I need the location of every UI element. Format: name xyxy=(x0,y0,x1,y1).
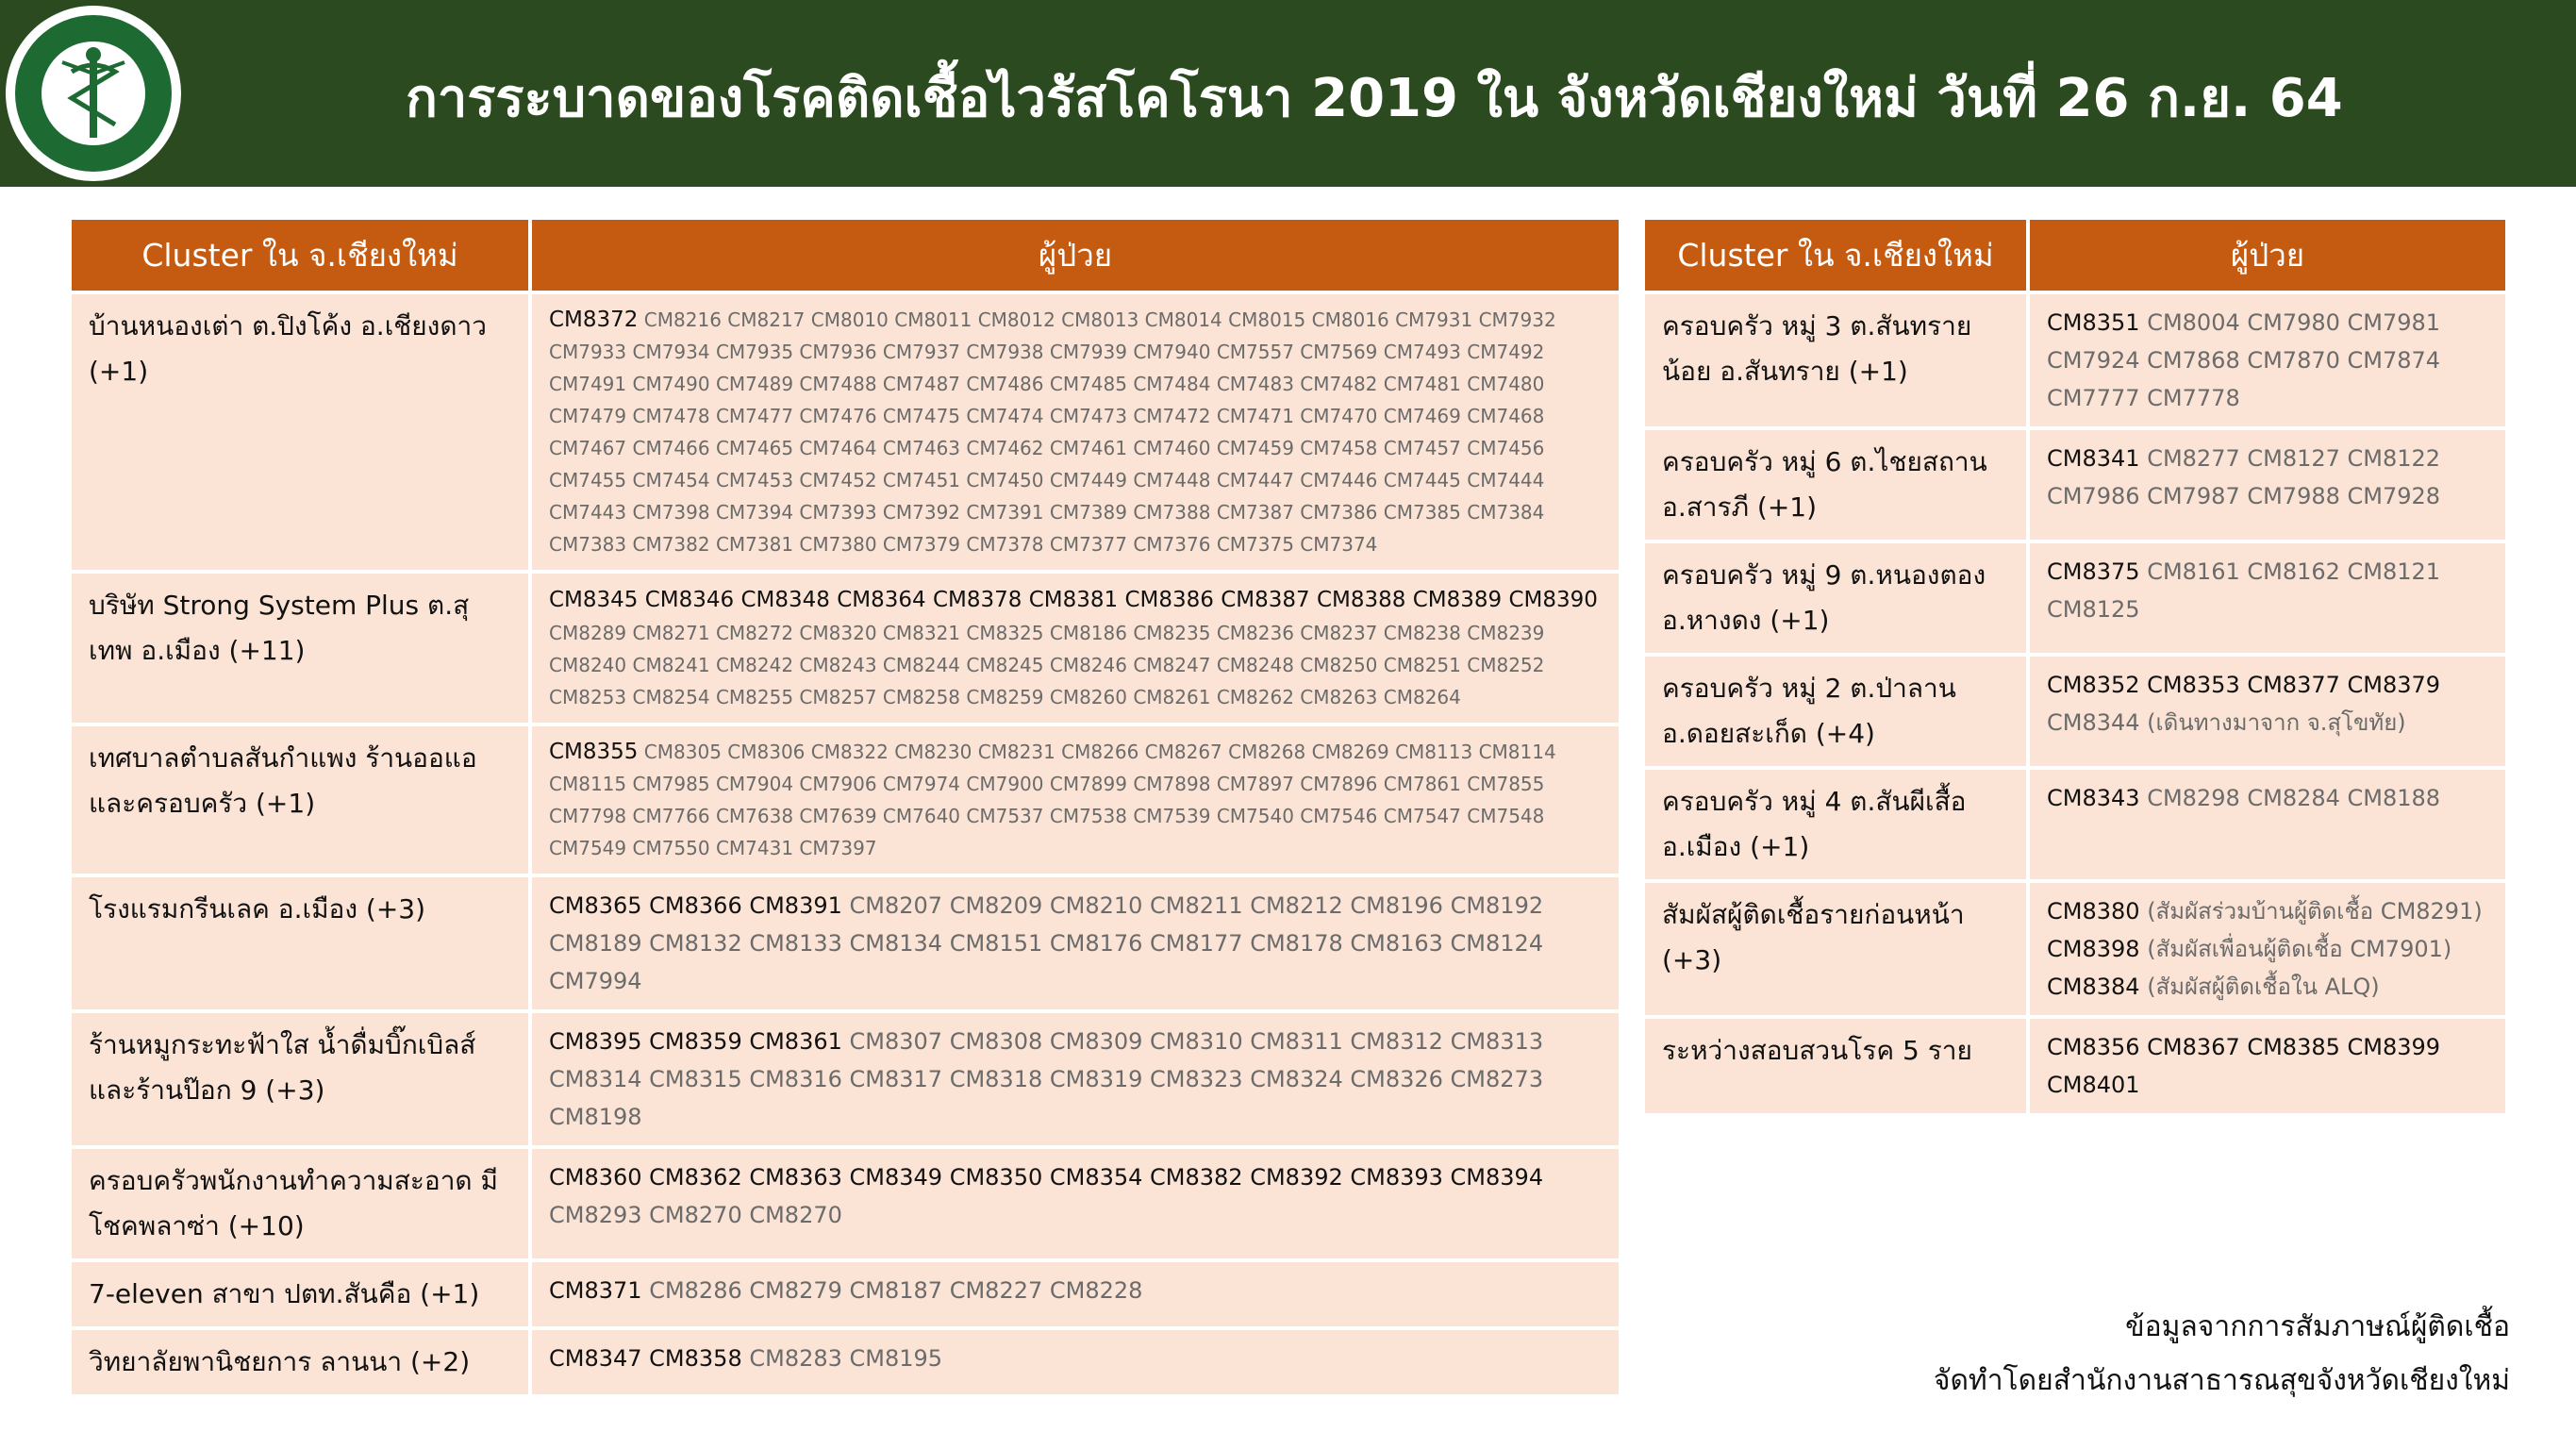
right-header-cluster: Cluster ใน จ.เชียงใหม่ xyxy=(1645,220,2026,291)
patient-list xyxy=(528,1262,1619,1326)
cluster-name: ระหว่างสอบสวนโรค 5 ราย xyxy=(1645,1019,2026,1113)
page-title: การระบาดของโรคติดเชื้อไวรัสโคโรนา 2019 ใน จังหวัดเชียงใหม่ วันที่ 26 ก.ย. 64 xyxy=(406,68,2343,129)
contact-note: (สัมผัสเพื่อนผู้ติดเชื้อ CM7901) xyxy=(2147,936,2452,962)
previous-patient-ids: CM8289 CM8271 CM8272 CM8320 CM8321 CM8325 CM8186 CM8235 CM8236 CM8237 CM8238 CM8239 CM8240 CM8241 CM8242 CM8243 CM8244 CM8245 CM8246 CM8247 CM8248 CM8250 CM8251 CM8252 CM8253 CM8254 CM8255 CM8257 CM8258 CM8259 CM8260 CM8261 CM8262 CM8263 CM8264 xyxy=(549,622,1545,708)
table-row xyxy=(72,1149,1619,1258)
cluster-name: ครอบครัว หมู่ 3 ต.สันทรายน้อย อ.สันทราย (+1) xyxy=(1645,294,2026,426)
cluster-name: สัมผัสผู้ติดเชื้อรายก่อนหน้า (+3) xyxy=(1645,883,2026,1015)
new-patient-ids: CM8372 xyxy=(549,308,639,332)
table-row xyxy=(72,1330,1619,1394)
patient-list xyxy=(2026,657,2505,766)
contact-note: (สัมผัสร่วมบ้านผู้ติดเชื้อ CM8291) xyxy=(2147,898,2483,924)
header-bar xyxy=(0,0,2576,187)
patient-list xyxy=(2026,770,2505,879)
new-patient-ids: CM8351 xyxy=(2047,309,2140,336)
new-patient-ids: CM8375 xyxy=(2047,558,2140,585)
previous-patient-ids: CM8283 CM8195 xyxy=(749,1345,943,1372)
previous-patient-ids: CM8344 (เดินทางมาจาก จ.สุโขทัย) xyxy=(2047,709,2406,736)
new-patient-ids: CM8360 CM8362 CM8363 CM8349 CM8350 CM8354 CM8382 CM8392 CM8393 CM8394 xyxy=(549,1164,1544,1191)
ministry-logo-icon xyxy=(6,6,181,181)
contact-line xyxy=(2047,930,2488,968)
right-header-patients: ผู้ป่วย xyxy=(2026,220,2505,291)
table-row xyxy=(1645,543,2505,653)
footer-credit: จัดทำโดยสำนักงานสาธารณสุขจังหวัดเชียงใหม่ xyxy=(1933,1364,2510,1397)
patient-list xyxy=(2026,294,2505,426)
previous-patient-ids: CM8216 CM8217 CM8010 CM8011 CM8012 CM8013 CM8014 CM8015 CM8016 CM7931 CM7932 CM7933 CM7934 CM7935 CM7936 CM7937 CM7938 CM7939 CM7940 CM7557 CM7569 CM7493 CM7492 CM7491 CM7490 CM7489 CM7488 CM7487 CM7486 CM7485 CM7484 CM7483 CM7482 CM7481 CM7480 CM7479 CM7478 CM7477 CM7476 CM7475 CM7474 CM7473 CM7472 CM7471 CM7470 CM7469 CM7468 CM7467 CM7466 CM7465 CM7464 CM7463 CM7462 CM7461 CM7460 CM7459 CM7458 CM7457 CM7456 CM7455 CM7454 CM7453 CM7452 CM7451 CM7450 CM7449 CM7448 CM7447 CM7446 CM7445 CM7444 CM7443 CM7398 CM7394 CM7393 CM7392 CM7391 CM7389 CM7388 CM7387 CM7386 CM7385 CM7384 CM7383 CM7382 CM7381 CM7380 CM7379 CM7378 CM7377 CM7376 CM7375 CM7374 xyxy=(549,308,1556,556)
table-row xyxy=(72,574,1619,723)
table-row xyxy=(72,1262,1619,1326)
patient-list xyxy=(2026,430,2505,540)
new-patient-id: CM8398 xyxy=(2047,936,2140,962)
cluster-name: ครอบครัว หมู่ 9 ต.หนองตอง อ.หางดง (+1) xyxy=(1645,543,2026,653)
previous-patient-ids: CM8307 CM8308 CM8309 CM8310 CM8311 CM8312 CM8313 CM8314 CM8315 CM8316 CM8317 CM8318 CM8319 CM8323 CM8324 CM8326 CM8273 CM8198 xyxy=(549,1028,1544,1130)
table-row xyxy=(1645,883,2505,1015)
new-patient-id: CM8384 xyxy=(2047,974,2140,1000)
previous-patient-ids: CM8305 CM8306 CM8322 CM8230 CM8231 CM8266 CM8267 CM8268 CM8269 CM8113 CM8114 CM8115 CM7985 CM7904 CM7906 CM7974 CM7900 CM7899 CM7898 CM7897 CM7896 CM7861 CM7855 CM7798 CM7766 CM7638 CM7639 CM7640 CM7537 CM7538 CM7539 CM7540 CM7546 CM7547 CM7548 CM7549 CM7550 CM7431 CM7397 xyxy=(549,741,1556,859)
new-patient-ids: CM8365 CM8366 CM8391 xyxy=(549,892,842,919)
patient-list xyxy=(528,726,1619,874)
new-patient-ids: CM8371 xyxy=(549,1277,642,1304)
footer-source: ข้อมูลจากการสัมภาษณ์ผู้ติดเชื้อ xyxy=(2125,1310,2510,1343)
new-patient-ids: CM8343 xyxy=(2047,785,2140,811)
new-patient-ids: CM8395 CM8359 CM8361 xyxy=(549,1028,842,1055)
table-row xyxy=(72,294,1619,570)
patient-list xyxy=(2026,543,2505,653)
table-row xyxy=(72,726,1619,874)
new-patient-ids: CM8341 xyxy=(2047,445,2140,472)
patient-list xyxy=(528,877,1619,1009)
cluster-name: วิทยาลัยพานิชยการ ลานนา (+2) xyxy=(72,1330,528,1394)
left-header-patients: ผู้ป่วย xyxy=(528,220,1619,291)
new-patient-ids: CM8345 CM8346 CM8348 CM8364 CM8378 CM8381 CM8386 CM8387 CM8388 CM8389 CM8390 xyxy=(549,588,1598,612)
cluster-name: บ้านหนองเต่า ต.ปิงโค้ง อ.เชียงดาว (+1) xyxy=(72,294,528,570)
patient-list xyxy=(2026,883,2505,1015)
patient-list xyxy=(528,1149,1619,1258)
patient-list xyxy=(528,574,1619,723)
cluster-name: ครอบครัว หมู่ 6 ต.ไชยสถาน อ.สารภี (+1) xyxy=(1645,430,2026,540)
table-row xyxy=(1645,430,2505,540)
patient-list xyxy=(528,1013,1619,1145)
patient-list xyxy=(528,294,1619,570)
cluster-name: 7-eleven สาขา ปตท.สันคือ (+1) xyxy=(72,1262,528,1326)
table-row xyxy=(1645,294,2505,426)
table-row xyxy=(72,1013,1619,1145)
new-patient-ids: CM8356 CM8367 CM8385 CM8399 CM8401 xyxy=(2047,1034,2441,1098)
contact-line xyxy=(2047,968,2488,1006)
previous-patient-ids: CM8298 CM8284 CM8188 xyxy=(2147,785,2441,811)
cluster-name: ครอบครัวพนักงานทำความสะอาด มีโชคพลาซ่า (+10) xyxy=(72,1149,528,1258)
patient-list xyxy=(2026,1019,2505,1113)
new-patient-ids: CM8347 CM8358 xyxy=(549,1345,742,1372)
cluster-name: ครอบครัว หมู่ 2 ต.ป่าลาน อ.ดอยสะเก็ด (+4) xyxy=(1645,657,2026,766)
cluster-name: ร้านหมูกระทะฟ้าใส น้ำดื่มบิ๊กเบิลส์ และร้านป๊อก 9 (+3) xyxy=(72,1013,528,1145)
cluster-name: ครอบครัว หมู่ 4 ต.สันผีเสื้อ อ.เมือง (+1) xyxy=(1645,770,2026,879)
left-cluster-table xyxy=(72,216,1619,1398)
contact-line xyxy=(2047,892,2488,930)
previous-patient-ids: CM8293 CM8270 CM8270 xyxy=(549,1202,842,1228)
previous-patient-ids: CM8277 CM8127 CM8122 CM7986 CM7987 CM7988 CM7928 xyxy=(2047,445,2441,509)
patient-list xyxy=(528,1330,1619,1394)
left-header-cluster: Cluster ใน จ.เชียงใหม่ xyxy=(72,220,528,291)
cluster-name: บริษัท Strong System Plus ต.สุเทพ อ.เมือง (+11) xyxy=(72,574,528,723)
right-cluster-table xyxy=(1645,216,2505,1117)
cluster-name: เทศบาลตำบลสันกำแพง ร้านออแอ และครอบครัว (+1) xyxy=(72,726,528,874)
cluster-name: โรงแรมกรีนเลค อ.เมือง (+3) xyxy=(72,877,528,1009)
previous-patient-ids: CM8286 CM8279 CM8187 CM8227 CM8228 xyxy=(649,1277,1143,1304)
new-patient-id: CM8380 xyxy=(2047,898,2140,924)
previous-patient-ids: CM8207 CM8209 CM8210 CM8211 CM8212 CM8196 CM8192 CM8189 CM8132 CM8133 CM8134 CM8151 CM8176 CM8177 CM8178 CM8163 CM8124 CM7994 xyxy=(549,892,1544,994)
previous-patient-ids: CM8004 CM7980 CM7981 CM7924 CM7868 CM7870 CM7874 CM7777 CM7778 xyxy=(2047,309,2441,411)
table-row xyxy=(1645,657,2505,766)
table-row xyxy=(1645,770,2505,879)
previous-patient-ids: CM8161 CM8162 CM8121 CM8125 xyxy=(2047,558,2441,623)
new-patient-ids: CM8355 xyxy=(549,740,639,764)
contact-note: (สัมผัสผู้ติดเชื้อใน ALQ) xyxy=(2147,974,2380,1000)
new-patient-ids: CM8352 CM8353 CM8377 CM8379 xyxy=(2047,672,2441,698)
table-row xyxy=(72,877,1619,1009)
table-row xyxy=(1645,1019,2505,1113)
